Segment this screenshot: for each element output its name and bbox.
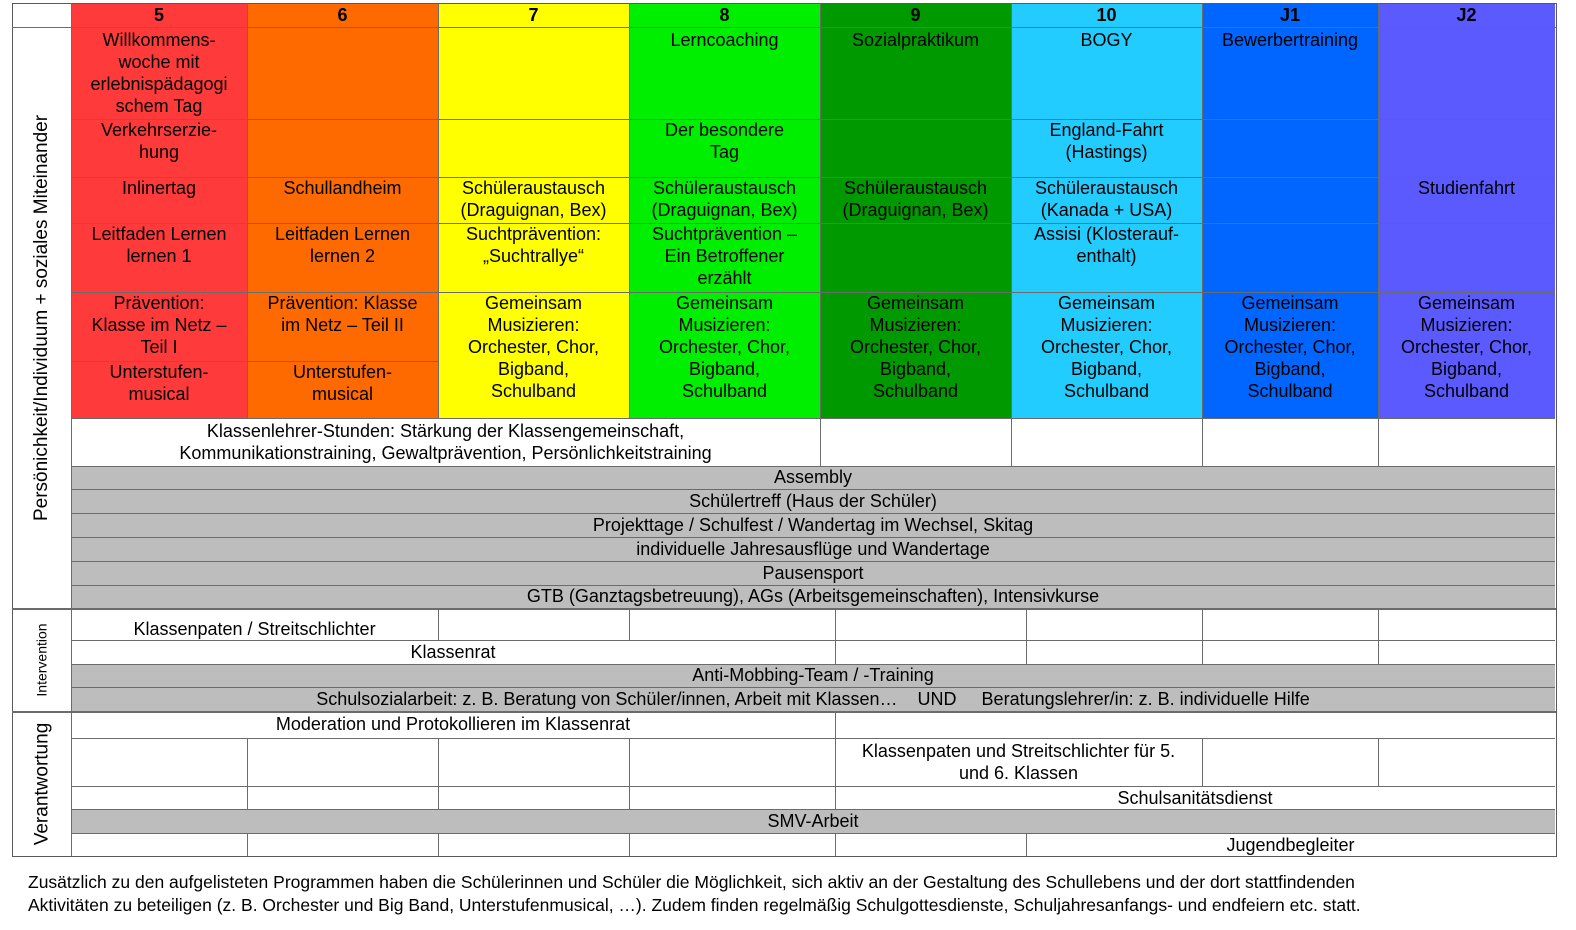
grid-line xyxy=(71,664,1555,665)
grid-line xyxy=(820,3,821,466)
smv-arbeit-row: SMV-Arbeit xyxy=(71,810,1555,833)
grid-line xyxy=(835,833,836,856)
g10-england-fahrt: England-Fahrt (Hastings) xyxy=(1011,119,1202,177)
g10-assisi: Assisi (Klosterauf- enthalt) xyxy=(1011,223,1202,292)
grid-line xyxy=(247,738,248,809)
j1-bewerbertraining: Bewerbertraining xyxy=(1202,27,1378,119)
grid-line xyxy=(71,833,1555,834)
j2-studienfahrt: Studienfahrt xyxy=(1378,177,1555,223)
g7-musizieren: Gemeinsam Musizieren: Orchester, Chor, Bigband, Schulband xyxy=(438,292,629,418)
grade-header-10: 10 xyxy=(1011,4,1202,27)
j2-musizieren: Gemeinsam Musizieren: Orchester, Chor, Bigband, Schulband xyxy=(1378,292,1555,418)
moderation-klassenrat: Moderation und Protokollieren im Klassenrat xyxy=(275,714,631,734)
grade-header-j2: J2 xyxy=(1378,4,1555,27)
table-frame xyxy=(12,3,1557,857)
g9-austausch: Schüleraustausch (Draguignan, Bex) xyxy=(820,177,1011,223)
gtb-row: GTB (Ganztagsbetreuung), AGs (Arbeitsgemeinschaften), Intensivkurse xyxy=(71,585,1555,608)
assembly-row: Assembly xyxy=(71,466,1555,489)
g5-willkommenswoche: Willkommens- woche mit erlebnispädagogi schem Tag xyxy=(71,27,247,119)
grid-line xyxy=(71,561,1555,562)
grade-header-j1: J1 xyxy=(1202,4,1378,27)
schulsozialarbeit-row: Schulsozialarbeit: z. B. Beratung von Schüler/innen, Arbeit mit Klassen… UND Beratungslehrer/in: z. B. individuelle Hilfe xyxy=(71,688,1555,711)
jahresausfluege-row: individuelle Jahresausflüge und Wandertage xyxy=(71,538,1555,561)
grid-line xyxy=(71,119,1555,120)
grid-line xyxy=(247,833,248,856)
footnote: Zusätzlich zu den aufgelisteten Programmen haben die Schülerinnen und Schüler die Möglichkeit, sich aktiv an der Gestaltung des Schullebens und der dort stattfindenden Aktivitäten zu beteiligen (z. B. Orchester und Big Band, Unterstufenmusical, …). Zudem finden regelmäßig Schulgottesdienste, Schuljahresanfangs- und endfeiern etc. statt. xyxy=(28,872,1361,915)
g5-inlinertag: Inlinertag xyxy=(71,177,247,223)
grid-line xyxy=(629,833,630,856)
schulsanitaetsdienst: Schulsanitätsdienst xyxy=(1117,788,1273,808)
grid-line xyxy=(12,608,1556,610)
grid-line xyxy=(247,3,248,418)
g6-musical: Unterstufen- musical xyxy=(247,361,438,418)
g10-musizieren: Gemeinsam Musizieren: Orchester, Chor, Bigband, Schulband xyxy=(1011,292,1202,418)
g9-musizieren: Gemeinsam Musizieren: Orchester, Chor, Bigband, Schulband xyxy=(820,292,1011,418)
grid-line xyxy=(835,712,836,809)
g7-suchtpraevention: Suchtprävention: „Suchtrallye“ xyxy=(438,223,629,292)
grade-header-6: 6 xyxy=(247,4,438,27)
streitschlichter-5-6: Klassenpaten und Streitschlichter für 5. und 6. Klassen xyxy=(861,741,1176,783)
grid-line xyxy=(71,418,1555,419)
grade-header-5: 5 xyxy=(71,4,247,27)
klassenlehrer-stunden: Klassenlehrer-Stunden: Stärkung der Klassengemeinschaft, Kommunikationstraining, Gewaltprävention, Persönlichkeitstraining xyxy=(179,421,712,463)
grid-line xyxy=(71,361,438,362)
grade-header-8: 8 xyxy=(629,4,820,27)
grid-line xyxy=(1026,609,1027,664)
grid-line xyxy=(1202,609,1203,664)
pausensport-row: Pausensport xyxy=(71,562,1555,585)
grid-line xyxy=(71,738,1555,739)
grid-line xyxy=(71,687,1555,688)
g5-verkehrserziehung: Verkehrserzie- hung xyxy=(71,119,247,177)
g5-musical: Unterstufen- musical xyxy=(71,361,247,418)
klassenpaten-streitschlichter: Klassenpaten / Streitschlichter xyxy=(133,619,376,639)
grid-line xyxy=(71,809,1555,810)
g10-austausch: Schüleraustausch (Kanada + USA) xyxy=(1011,177,1202,223)
g7-austausch: Schüleraustausch (Draguignan, Bex) xyxy=(438,177,629,223)
grid-line xyxy=(71,466,1555,467)
grid-line xyxy=(438,738,439,809)
grid-line xyxy=(438,609,439,640)
g10-bogy: BOGY xyxy=(1011,27,1202,119)
grid-line xyxy=(1202,738,1203,786)
g8-lerncoaching: Lerncoaching xyxy=(629,27,820,119)
klassenrat: Klassenrat xyxy=(410,642,496,662)
section-label-responsibility-text: Verantwortung xyxy=(31,722,52,846)
jugendbegleiter: Jugendbegleiter xyxy=(1226,835,1355,855)
schuelertreff-row: Schülertreff (Haus der Schüler) xyxy=(71,490,1555,513)
grid-line xyxy=(71,223,1555,224)
section-label-personality-text: Persönichkeit/Individuum + soziales Miteinander xyxy=(31,114,53,521)
g6-praevention: Prävention: Klasse im Netz – Teil II xyxy=(247,292,438,361)
g8-suchtpraevention: Suchtprävention – Ein Betroffener erzählt xyxy=(629,223,820,292)
j1-musizieren: Gemeinsam Musizieren: Orchester, Chor, Bigband, Schulband xyxy=(1202,292,1378,418)
grid-line xyxy=(71,585,1555,586)
grid-line xyxy=(71,292,1555,293)
grid-line xyxy=(71,786,1555,787)
grid-line xyxy=(71,177,1555,178)
grid-line xyxy=(71,640,1555,641)
grid-line xyxy=(71,513,1555,514)
projekttage-row: Projekttage / Schulfest / Wandertag im Wechsel, Skitag xyxy=(71,514,1555,537)
g5-praevention: Prävention: Klasse im Netz – Teil I xyxy=(71,292,247,361)
grid-line xyxy=(71,3,72,856)
g8-musizieren: Gemeinsam Musizieren: Orchester, Chor, Bigband, Schulband xyxy=(629,292,820,418)
grade-header-7: 7 xyxy=(438,4,629,27)
section-label-intervention-text: Intervention xyxy=(34,623,51,697)
anti-mobbing-row: Anti-Mobbing-Team / -Training xyxy=(71,664,1555,687)
grid-line xyxy=(1202,3,1203,466)
grid-line xyxy=(438,833,439,856)
grid-line xyxy=(71,537,1555,538)
grid-line xyxy=(1011,3,1012,466)
grid-line xyxy=(835,609,836,664)
grid-line xyxy=(1378,738,1379,786)
grid-line xyxy=(629,3,630,418)
grid-line xyxy=(1378,3,1379,466)
grid-line xyxy=(71,489,1555,490)
g9-sozialpraktikum: Sozialpraktikum xyxy=(820,27,1011,119)
grid-line xyxy=(12,27,1556,28)
grid-line xyxy=(438,3,439,418)
grid-line xyxy=(629,609,630,640)
grid-line xyxy=(1378,609,1379,664)
g8-besondere-tag: Der besondere Tag xyxy=(629,119,820,177)
grid-line xyxy=(1026,833,1027,856)
g6-schullandheim: Schullandheim xyxy=(247,177,438,223)
g5-leitfaden: Leitfaden Lernen lernen 1 xyxy=(71,223,247,292)
g6-leitfaden: Leitfaden Lernen lernen 2 xyxy=(247,223,438,292)
grid-line xyxy=(12,711,1556,713)
g8-austausch: Schüleraustausch (Draguignan, Bex) xyxy=(629,177,820,223)
grade-header-9: 9 xyxy=(820,4,1011,27)
grid-line xyxy=(629,738,630,809)
